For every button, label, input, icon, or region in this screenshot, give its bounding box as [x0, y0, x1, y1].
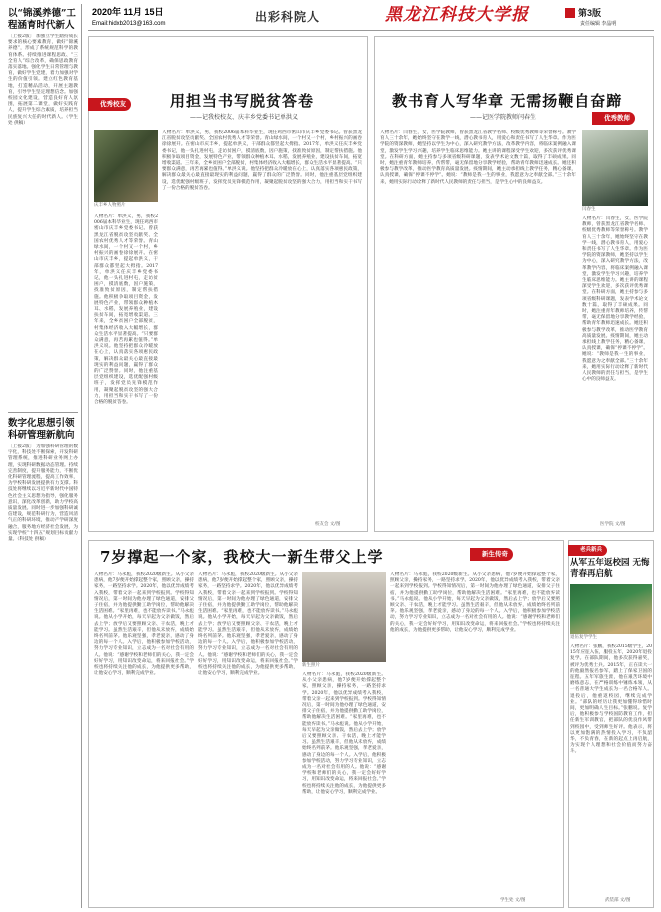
- article-freshman-photo-caption: 新生照片: [302, 663, 320, 668]
- article-poverty-title: 用担当书写脱贫答卷: [170, 92, 315, 110]
- article-freshman-body-col3: 人物名片：马永彪，我校2020级新生。从小父亲患病，他7岁便开始撑起整个家，照顾父亲，操持家务，一路坚持求学。2020年，他以优异成绩考入我校，带着父亲一起来到学校报到。学校得知情况后，第一时间为他办理了绿色通道，安排父子住宿，并为他提供勤工助学岗位，帮助他解决生活困难。“家里再难，也不能放弃读书。”马永彪说。他从小学开始，每天早起为父亲做饭，然后去上学；放学后又要照顾父亲、干农活，晚上才能学习。虽然生活艰辛，但他从未放弃，成绩始终名列前茅。他乐观坚强，孝老爱亲，感动了身边的每一个人。入学后，他积极参加学校活动，努力学习专业知识，立志成为一名对社会有用的人。他说：“感谢学校和老师们的关心，我一定会好好学习，用知识改变命运，将来回报社会。”学校也将持续关注他的成长，为他提供更多帮助，让他安心学习，顺利完成学业。: [302, 672, 386, 795]
- masthead-editor: 责任编辑 李晶明: [580, 21, 617, 27]
- article-poverty-byline: 校友会 文/图: [315, 522, 341, 527]
- article-poverty-body-col1: 人物名片：单洪义，男，我校2006届本科毕业生，现任鸡西市密山市庆丰乡党委书记。曾获黑龙江省脱贫攻坚贡献奖、全国农村优秀人才等荣誉。青山绿水间，一个村又一个村，乡村振兴的画卷徐徐展开。在密山市庆丰乡，提起单洪义，干部群众都竖起大拇指。2017年，单洪义任庆丰乡党委书记，他一头扎进村屯，走访贫困户，摸清底数，因户施策，找准致贫原因，制定帮扶措施。他积极争取项目资金，发展特色产业，带领群众种植木耳、水稻，发展养殖业，建设扶贫车间，拓宽增收渠道。三年来，全乡贫困户全部脱贫，村集体经济收入大幅增长，群众生活水平显著提高。“只要群众满意，再苦再累也值得。”单洪义说。他坚持把群众冷暖放在心上，认真落实各项惠民政策，解决群众最关心最直接最现实的利益问题，赢得了群众的广泛赞誉。同时，他注重基层党组织建设，选优配强村级班子，发挥党员先锋模范作用，凝聚起脱贫攻坚的强大合力，用担当和实干书写了一份合格的脱贫答卷。: [94, 214, 158, 406]
- sidebar-article1-body: 〔上接2版〕 加强立学生踏持成长要求的核心要素教育，做好“锦溪养德”，形成了系统规范科学的教育体系。持续推进课程思政、“三全育人”综合改革，确保思政教育落实落地。强化学生日常管理与教育，做好学生党建，着力加强对学生的价值引领。建立红色教育基地，打造精品活动，开展主题教育，引导学生坚定理想信念。加强校园文化建设，营造良好育人氛围，拓展第二课堂，做好实践育人，提升学生综合素质，培养担当民族复兴大任的时代新人。（学生处 供稿）: [8, 34, 78, 126]
- article-veteran-byline: 武装部 文/图: [605, 898, 631, 903]
- article-poverty-subtitle: ——记我校校友、庆丰乡党委书记单洪义: [190, 114, 299, 121]
- article-poverty-photo-caption: 庆丰乡人物照片: [94, 203, 126, 208]
- article-teacher-title: 教书育人写华章 无需扬鞭自奋蹄: [392, 92, 623, 110]
- sidebar-divider: [81, 4, 82, 908]
- sidebar-article2-title: 数字化思想引领科研管理新航向: [8, 418, 75, 441]
- masthead-section: 出彩科院人: [255, 10, 321, 24]
- article-freshman-photo: [302, 572, 386, 662]
- article-freshman-body-col2: 人物名片：马永彪，我校2020级新生。从小父亲患病，他7岁便开始撑起整个家，照顾父亲，操持家务，一路坚持求学。2020年，他以优异成绩考入我校，带着父亲一起来到学校报到。学校得知情况后，第一时间为他办理了绿色通道，安排父子住宿，并为他提供勤工助学岗位，帮助他解决生活困难。“家里再难，也不能放弃读书。”马永彪说。他从小学开始，每天早起为父亲做饭，然后去上学；放学后又要照顾父亲、干农活，晚上才能学习。虽然生活艰辛，但他从未放弃，成绩始终名列前茅。他乐观坚强，孝老爱亲，感动了身边的每一个人。入学后，他积极参加学校活动，努力学习专业知识，立志成为一名对社会有用的人。他说：“感谢学校和老师们的关心，我一定会好好学习，用知识改变命运，将来回报社会。”学校也将持续关注他的成长，为他提供更多帮助，让他安心学习，顺利完成学业。: [198, 572, 298, 677]
- article-veteran-title: 从军五年返校园 无悔青春再启航: [570, 558, 650, 579]
- article-veteran-photo: [570, 584, 652, 634]
- masthead-date: 2020年 11月 15日: [92, 7, 164, 17]
- article-freshman-byline: 学生处 文/图: [500, 898, 526, 903]
- article-freshman-body-col4: 人物名片：马永彪，我校2020级新生。从小父亲患病，他7岁便开始撑起整个家，照顾父亲，操持家务，一路坚持求学。2020年，他以优异成绩考入我校，带着父亲一起来到学校报到。学校得知情况后，第一时间为他办理了绿色通道，安排父子住宿，并为他提供勤工助学岗位，帮助他解决生活困难。“家里再难，也不能放弃读书。”马永彪说。他从小学开始，每天早起为父亲做饭，然后去上学；放学后又要照顾父亲、干农活，晚上才能学习。虽然生活艰辛，但他从未放弃，成绩始终名列前茅。他乐观坚强，孝老爱亲，感动了身边的每一个人。入学后，他积极参加学校活动，努力学习专业知识，立志成为一名对社会有用的人。他说：“感谢学校和老师们的关心，我一定会好好学习，用知识改变命运，将来回报社会。”学校也将持续关注他的成长，为他提供更多帮助，让他安心学习，顺利完成学业。: [390, 572, 560, 633]
- article-teacher-photo-caption: 闫春生: [582, 207, 596, 212]
- article-teacher-subtitle: ——记医学院教师闫春生: [470, 114, 537, 121]
- article-teacher-tag: 优秀教师: [592, 112, 635, 125]
- masthead-page: 第3版: [578, 8, 602, 18]
- article-veteran-tag: 老兵新兵: [568, 545, 607, 556]
- article-freshman-body-col1: 人物名片：马永彪，我校2020级新生。从小父亲患病，他7岁便开始撑起整个家，照顾父亲，操持家务，一路坚持求学。2020年，他以优异成绩考入我校，带着父亲一起来到学校报到。学校得知情况后，第一时间为他办理了绿色通道，安排父子住宿，并为他提供勤工助学岗位，帮助他解决生活困难。“家里再难，也不能放弃读书。”马永彪说。他从小学开始，每天早起为父亲做饭，然后去上学；放学后又要照顾父亲、干农活，晚上才能学习。虽然生活艰辛，但他从未放弃，成绩始终名列前茅。他乐观坚强，孝老爱亲，感动了身边的每一个人。入学后，他积极参加学校活动，努力学习专业知识，立志成为一名对社会有用的人。他说：“感谢学校和老师们的关心，我一定会好好学习，用知识改变命运，将来回报社会。”学校也将持续关注他的成长，为他提供更多帮助，让他安心学习，顺利完成学业。: [94, 572, 194, 677]
- masthead-rule: [88, 30, 654, 31]
- sidebar-article2-body: 〔上接2版〕 为加强科研管理的数字化，科技处不断探索，开发科研管理系统，推进科研业务网上办理，实现科研数据动态管理。持续完善制度，提升服务能力，不断优化科研管理流程，提高工作效率，为学校科研发展提供有力支撑。科技处将继续以习近平新时代中国特色社会主义思想为指导，强化服务意识，深化改革创新，助力学校高质量发展。同时进一步加强科研诚信建设，规范科研行为，营造风清气正的科研环境，推动产学研深度融合，服务地方经济社会发展，为实现学校“十四五”规划目标贡献力量。（科技处 供稿）: [8, 444, 78, 543]
- article-teacher-body: 人物名片：闫春生，女，医学院教师，曾获黑龙江省教学名师、校级优秀教师等荣誉称号。教学育人三十余年，她始终坚守在教学一线，潜心教书育人，用爱心和责任书写了人生华章。作为医学院的资深教师，她坚持以学生为中心，深入研究教学方法，改革教学内容，将临床案例融入课堂，激发学生学习兴趣，培养学生临床思维能力。她主讲的课程深受学生欢迎，多次获评优秀课堂。在科研方面，她主持参与多项省级科研课题，发表学术论文数十篇，取得了丰硕成果。同时，她注重青年教师培养，传帮带，毫无保留地分享教学经验，帮助青年教师迅速成长。她还积极参与教学改革，推动医学教育高质量发展。疫情期间，她主动承担线上教学任务，精心备课，认真授课，确保“停课不停学”。她说：“教师是我一生的事业，我愿意为之奉献全部。”三十余年来，她用实际行动诠释了新时代人民教师的责任与担当，是学生心中的良师益友。: [380, 130, 576, 185]
- masthead-logo: 黑龙江科技大学报: [385, 5, 529, 25]
- article-teacher-body-col2: 人物名片：闫春生，女，医学院教师，曾获黑龙江省教学名师、校级优秀教师等荣誉称号。教学育人三十余年，她始终坚守在教学一线，潜心教书育人，用爱心和责任书写了人生华章。作为医学院的资深教师，她坚持以学生为中心，深入研究教学方法，改革教学内容，将临床案例融入课堂，激发学生学习兴趣，培养学生临床思维能力。她主讲的课程深受学生欢迎，多次获评优秀课堂。在科研方面，她主持参与多项省级科研课题，发表学术论文数十篇，取得了丰硕成果。同时，她注重青年教师培养，传帮带，毫无保留地分享教学经验，帮助青年教师迅速成长。她还积极参与教学改革，推动医学教育高质量发展。疫情期间，她主动承担线上教学任务，精心备课，认真授课，确保“停课不停学”。她说：“教师是我一生的事业，我愿意为之奉献全部。”三十余年来，她用实际行动诠释了新时代人民教师的责任与担当，是学生心中的良师益友。: [582, 216, 648, 383]
- masthead-email: Email:hidxb2013@163.com: [92, 21, 166, 27]
- article-freshman-tag: 新生传奇: [470, 548, 513, 561]
- sidebar-separator: [8, 412, 78, 413]
- article-poverty-photo: [94, 130, 158, 202]
- article-poverty-body: 人物名片：单洪义，男，我校2006届本科毕业生，现任鸡西市密山市庆丰乡党委书记。曾获黑龙江省脱贫攻坚贡献奖、全国农村优秀人才等荣誉。青山绿水间，一个村又一个村，乡村振兴的画卷徐徐展开。在密山市庆丰乡，提起单洪义，干部群众都竖起大拇指。2017年，单洪义任庆丰乡党委书记，他一头扎进村屯，走访贫困户，摸清底数，因户施策，找准致贫原因，制定帮扶措施。他积极争取项目资金，发展特色产业，带领群众种植木耳、水稻，发展养殖业，建设扶贫车间，拓宽增收渠道。三年来，全乡贫困户全部脱贫，村集体经济收入大幅增长，群众生活水平显著提高。“只要群众满意，再苦再累也值得。”单洪义说。他坚持把群众冷暖放在心上，认真落实各项惠民政策，解决群众最关心最直接最现实的利益问题，赢得了群众的广泛赞誉。同时，他注重基层党组织建设，选优配强村级班子，发挥党员先锋模范作用，凝聚起脱贫攻坚的强大合力，用担当和实干书写了一份合格的脱贫答卷。: [162, 130, 362, 191]
- article-freshman-title: 7岁撑起一个家，我校大一新生带父上学: [100, 548, 384, 566]
- article-teacher-photo: [582, 130, 648, 206]
- article-teacher-byline: 医学院 文/图: [600, 522, 626, 527]
- article-veteran-body: 人物名片：张鹏，我校2015级学生，2015年应征入伍，服役五年，2020年退役复学。在部队期间，他多次获得嘉奖，被评为优秀士兵。2015年，正在读大一的他毅然报名参军，踏上了保家卫国的征程。五年军旅生涯，他在艰苦环境中磨练意志，在严格训练中锤炼本领，从一名普通大学生成长为一名合格军人。退役后，他重返校园，继续完成学业。“部队的经历让我更加懂得珍惜时间，更加明确人生目标。”张鹏说。复学后，他积极参与学校国防教育工作，担任新生军训教官，把部队的优良作风带到校园中，受到师生好评。他表示，将以更加饱满的热情投入学习，不负韶华，不负青春，在新的起点上再启航，为实现个人理想和社会价值而努力奋斗。: [570, 644, 652, 755]
- article-veteran-photo-caption: 退伍复学学生: [570, 635, 597, 640]
- article-poverty-tag: 优秀校友: [88, 98, 131, 111]
- page-number-badge: [565, 8, 575, 18]
- sidebar-article1-title: 以“锦溪养德”工程涵育时代新人: [8, 8, 76, 31]
